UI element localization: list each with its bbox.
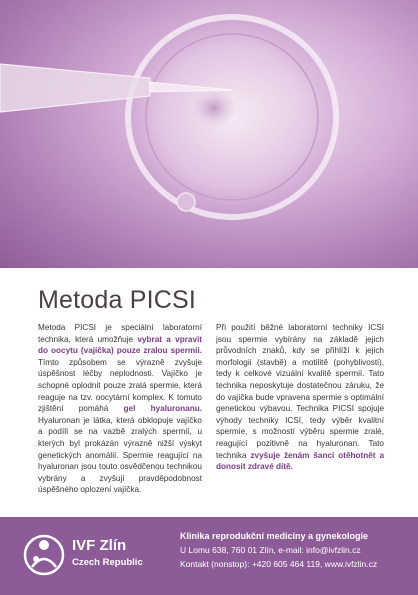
- left-column: [38, 322, 202, 496]
- logo-subtitle: Czech Republic: [72, 557, 143, 568]
- polar-body: [177, 193, 195, 211]
- footer-bar: [0, 517, 418, 595]
- oocyte-illustration: [0, 0, 418, 268]
- ivf-logo-icon: [22, 529, 66, 581]
- highlight-text: zvyšuje ženám šanci otěhotnět a donosit zdravé dítě.: [216, 450, 384, 472]
- text-segment: Tímto způsobem se výrazně zvyšuje úspěšnost léčby neplodnosti. Vajíčko je schopné oplodnit pouze zralá spermie, která reaguje na tzv. oocytární komplex. K tomuto zjištění pomáhá: [38, 357, 202, 414]
- text-segment: Hyaluronan je látka, která obklopuje vajíčko a podílí se na vazbě zralých spermií, u kterých byl prokázán výrazně nižší výskyt genetických anomálií. Spermie reagující na hyaluronan jsou touto osvědčenou technikou vybrány a zvyšují pravděpodobnost úspěšného oplození vajíčka.: [38, 415, 202, 495]
- page-title: Metoda PICSI: [38, 286, 197, 314]
- clinic-name: Klinika reprodukční medicíny a gynekologie: [180, 531, 369, 541]
- highlight-text: vybrat a vpravit do oocytu (vajíčka) pouze zralou spermii.: [38, 334, 203, 356]
- address-line[interactable]: U Lomu 638, 760 01 Zlín, e-mail: info@ivfzlin.cz: [180, 545, 361, 555]
- text-segment: Metoda PICSI je speciální laboratorní technika, která umožňuje: [38, 323, 202, 344]
- text-segment: Při použití běžné laboratorní techniky ICSI jsou spermie vybírány na základě jejich průvodních znaků, kdy se přihlíží k jejich morfologii (stavbě) a motilitě (pohyblivosti), tedy k celkové vizuální kvalitě spermií. Tato technika neposkytuje dostatečnou záruku, že do vajíčka bude vpravena spermie s optimální genetickou výbavou. Technika PICSI spojuje výhody techniky ICSI, tedy výběr kvalitní spermie, s možností výběru spermie zralé, reagující pozitivně na hyaluronan. Tato technika: [216, 323, 384, 460]
- logo-name: IVF Zlín: [72, 537, 127, 554]
- right-paragraph: [216, 322, 384, 473]
- cell-core: [192, 90, 236, 126]
- contact-block: [180, 529, 377, 571]
- left-paragraph: [38, 322, 202, 496]
- contact-line[interactable]: Kontakt (nonstop): +420 605 464 119, www.ivfzlin.cz: [180, 559, 378, 569]
- right-column: [216, 322, 384, 473]
- highlight-text: gel hyaluronanu.: [123, 404, 202, 414]
- hero-image: [0, 0, 418, 268]
